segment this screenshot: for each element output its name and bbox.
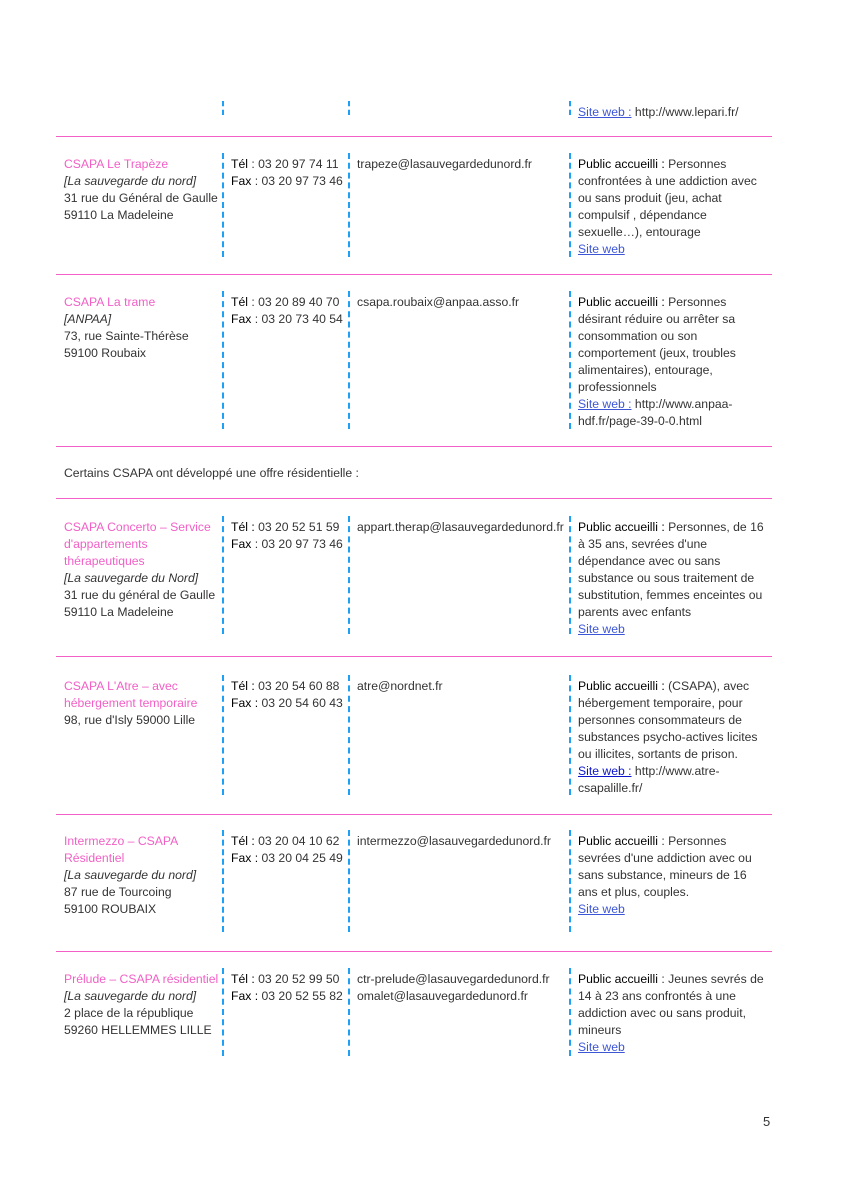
page-number: 5 <box>763 1114 771 1129</box>
public-label: Public accueilli <box>578 834 658 848</box>
name-column <box>64 156 222 224</box>
fax-number: : 03 20 97 73 46 <box>251 537 343 551</box>
phone-column <box>231 156 347 190</box>
public-label: Public accueilli : <box>578 157 665 171</box>
column-divider <box>569 516 571 634</box>
centre-name: CSAPA La trame <box>64 295 156 309</box>
organisation: [La sauvegarde du Nord] <box>64 571 199 585</box>
column-divider <box>569 830 571 932</box>
site-web-link[interactable]: Site web <box>578 902 625 916</box>
address-line: 59100 ROUBAIX <box>64 902 157 916</box>
fax-line <box>231 311 347 328</box>
email-column <box>357 519 567 536</box>
public-column <box>578 519 768 638</box>
row-separator <box>56 274 772 275</box>
tel-number: 03 20 04 10 62 <box>254 834 340 848</box>
fax-number: : 03 20 73 40 54 <box>251 312 343 326</box>
fax-number: 03 20 54 60 43 <box>258 696 343 710</box>
email-column <box>357 156 567 173</box>
phone-column <box>231 294 347 328</box>
tel-number: : 03 20 97 74 11 <box>247 157 339 171</box>
public-column <box>578 156 768 258</box>
column-divider <box>222 830 224 932</box>
column-divider <box>348 830 350 932</box>
name-column <box>64 294 222 362</box>
name-column <box>64 678 222 729</box>
address-line: 59260 HELLEMMES LILLE <box>64 1023 212 1037</box>
organisation: [ANPAA] <box>64 312 112 326</box>
fax-line <box>231 695 347 712</box>
column-divider <box>569 675 571 795</box>
column-divider <box>348 968 350 1056</box>
email[interactable]: ctr-prelude@lasauvegardedunord.fr <box>357 972 550 986</box>
public-text: (CSAPA), avec hébergement temporaire, pour personnes consommateurs de substances psycho-actives licites ou illicites, sortants de prison. <box>578 679 758 761</box>
fax-label: Fax : <box>231 851 259 865</box>
fax-number: : 03 20 97 73 46 <box>251 174 343 188</box>
row-separator <box>56 814 772 815</box>
site-web-link[interactable]: Site web : <box>578 397 632 411</box>
email-column <box>357 971 567 1005</box>
public-text: : Jeunes sevrés de 14 à 23 ans confrontés à une addiction avec ou sans produit, mineurs <box>578 972 764 1037</box>
fax-line <box>231 850 347 867</box>
address-line: 59110 La Madeleine <box>64 208 174 222</box>
column-divider <box>222 153 224 257</box>
fax-label: Fax : <box>231 696 259 710</box>
site-web-link[interactable]: Site web : <box>578 764 632 778</box>
column-divider <box>348 516 350 634</box>
address-line: 59110 La Madeleine <box>64 605 174 619</box>
public-column <box>578 104 768 121</box>
organisation: [La sauvegarde du nord] <box>64 174 197 188</box>
public-text: Personnes confrontées à une addiction avec ou sans produit (jeu, achat compulsif , dépendance sexuelle…), entourage <box>578 157 757 239</box>
tel-label: Tél : <box>231 834 255 848</box>
email-column <box>357 678 567 695</box>
site-web-link[interactable]: Site web <box>578 622 625 636</box>
column-divider <box>569 101 571 115</box>
fax-number: 03 20 04 25 49 <box>258 851 343 865</box>
fax-line <box>231 173 347 190</box>
public-column <box>578 678 768 797</box>
public-text: : Personnes sevrées d'une addiction avec ou sans substance, mineurs de 16 ans et plus, couples. <box>578 834 752 899</box>
centre-name: Prélude – CSAPA résidentiel <box>64 972 219 986</box>
address-line: 59100 Roubaix <box>64 346 146 360</box>
tel-number: 03 20 52 99 50 <box>254 972 340 986</box>
tel-line <box>231 156 347 173</box>
tel-line <box>231 294 347 311</box>
public-description <box>578 678 768 763</box>
email-column <box>357 294 567 311</box>
phone-column <box>231 833 347 867</box>
phone-column <box>231 519 347 553</box>
column-divider <box>222 516 224 634</box>
row-separator <box>56 951 772 952</box>
tel-label: Tél : <box>231 972 255 986</box>
centre-name: CSAPA Concerto – Service d'appartements thérapeutiques <box>64 520 211 568</box>
public-label: Public accueilli : <box>578 679 665 693</box>
email[interactable]: appart.therap@lasauvegardedunord.fr <box>357 520 564 534</box>
column-divider <box>222 101 224 115</box>
column-divider <box>348 101 350 115</box>
email[interactable]: omalet@lasauvegardedunord.fr <box>357 989 528 1003</box>
tel-line <box>231 833 347 850</box>
column-divider <box>569 291 571 429</box>
site-url: http://www.lepari.fr/ <box>631 105 739 119</box>
column-divider <box>222 675 224 795</box>
address-line: 87 rue de Tourcoing <box>64 885 172 899</box>
site-web-link[interactable]: Site web <box>578 242 625 256</box>
site-url: http://www.anpaa-hdf.fr/page-39-0-0.html <box>578 397 733 428</box>
public-column <box>578 971 768 1056</box>
name-column <box>64 971 222 1039</box>
fax-label: Fax <box>231 312 252 326</box>
fax-line <box>231 536 347 553</box>
tel-label: Tél <box>231 295 248 309</box>
public-column <box>578 833 768 918</box>
centre-name: CSAPA L'Atre – avec hébergement temporaire <box>64 679 198 710</box>
public-description <box>578 971 768 1039</box>
row-separator <box>56 136 772 137</box>
email[interactable]: intermezzo@lasauvegardedunord.fr <box>357 834 551 848</box>
residential-intro: Certains CSAPA ont développé une offre résidentielle : <box>64 466 359 480</box>
column-divider <box>348 291 350 429</box>
phone-column <box>231 971 347 1005</box>
public-description <box>578 294 768 396</box>
public-label: Public accueilli <box>578 972 658 986</box>
address-line: 98, rue d'Isly 59000 Lille <box>64 713 196 727</box>
public-text: Personnes, de 16 à 35 ans, sevrées d'une dépendance avec ou sans substance ou sous traitement de substitution, femmes enceintes ou parents avec enfants <box>578 520 764 619</box>
site-web-link[interactable]: Site web : <box>578 105 632 119</box>
row-separator <box>56 446 772 447</box>
site-url: http://www.atre-csapalille.fr/ <box>578 764 720 795</box>
fax-label: Fax : <box>231 989 259 1003</box>
name-column <box>64 519 222 621</box>
column-divider <box>222 968 224 1056</box>
tel-label: Tél <box>231 157 248 171</box>
column-divider <box>348 675 350 795</box>
centre-name: CSAPA Le Trapèze <box>64 157 169 171</box>
tel-line <box>231 519 347 536</box>
tel-number: : 03 20 89 40 70 <box>247 295 340 309</box>
centre-name: Intermezzo – CSAPA Résidentiel <box>64 834 178 865</box>
tel-label: Tél : <box>231 520 255 534</box>
row-separator <box>56 498 772 499</box>
site-web-link[interactable]: Site web <box>578 1040 625 1054</box>
fax-number: 03 20 52 55 82 <box>258 989 343 1003</box>
column-divider <box>222 291 224 429</box>
public-description <box>578 833 768 901</box>
email-column <box>357 833 567 850</box>
public-description <box>578 156 768 241</box>
public-description <box>578 519 768 621</box>
tel-label: Tél : <box>231 679 255 693</box>
row-separator <box>56 656 772 657</box>
fax-line <box>231 988 347 1005</box>
email[interactable]: csapa.roubaix@anpaa.asso.fr <box>357 295 520 309</box>
organisation: [La sauvegarde du nord] <box>64 989 197 1003</box>
public-column <box>578 294 768 430</box>
tel-number: 03 20 52 51 59 <box>254 520 340 534</box>
address-line: 73, rue Sainte-Thérèse <box>64 329 189 343</box>
column-divider <box>569 968 571 1056</box>
tel-line <box>231 678 347 695</box>
email[interactable]: atre@nordnet.fr <box>357 679 443 693</box>
name-column <box>64 833 222 918</box>
public-text: Personnes désirant réduire ou arrêter sa consommation ou son comportement (jeux, troubles alimentaires), entourage, professionnels <box>578 295 736 394</box>
public-label: Public accueilli : <box>578 295 665 309</box>
organisation: [La sauvegarde du nord] <box>64 868 197 882</box>
phone-column <box>231 678 347 712</box>
address-line: 31 rue du général de Gaulle <box>64 588 216 602</box>
public-label: Public accueilli : <box>578 520 665 534</box>
column-divider <box>569 153 571 257</box>
address-line: 31 rue du Général de Gaulle <box>64 191 218 205</box>
email[interactable]: trapeze@lasauvegardedunord.fr <box>357 157 532 171</box>
tel-line <box>231 971 347 988</box>
fax-label: Fax <box>231 537 252 551</box>
fax-label: Fax <box>231 174 252 188</box>
tel-number: 03 20 54 60 88 <box>254 679 340 693</box>
column-divider <box>348 153 350 257</box>
address-line: 2 place de la république <box>64 1006 194 1020</box>
